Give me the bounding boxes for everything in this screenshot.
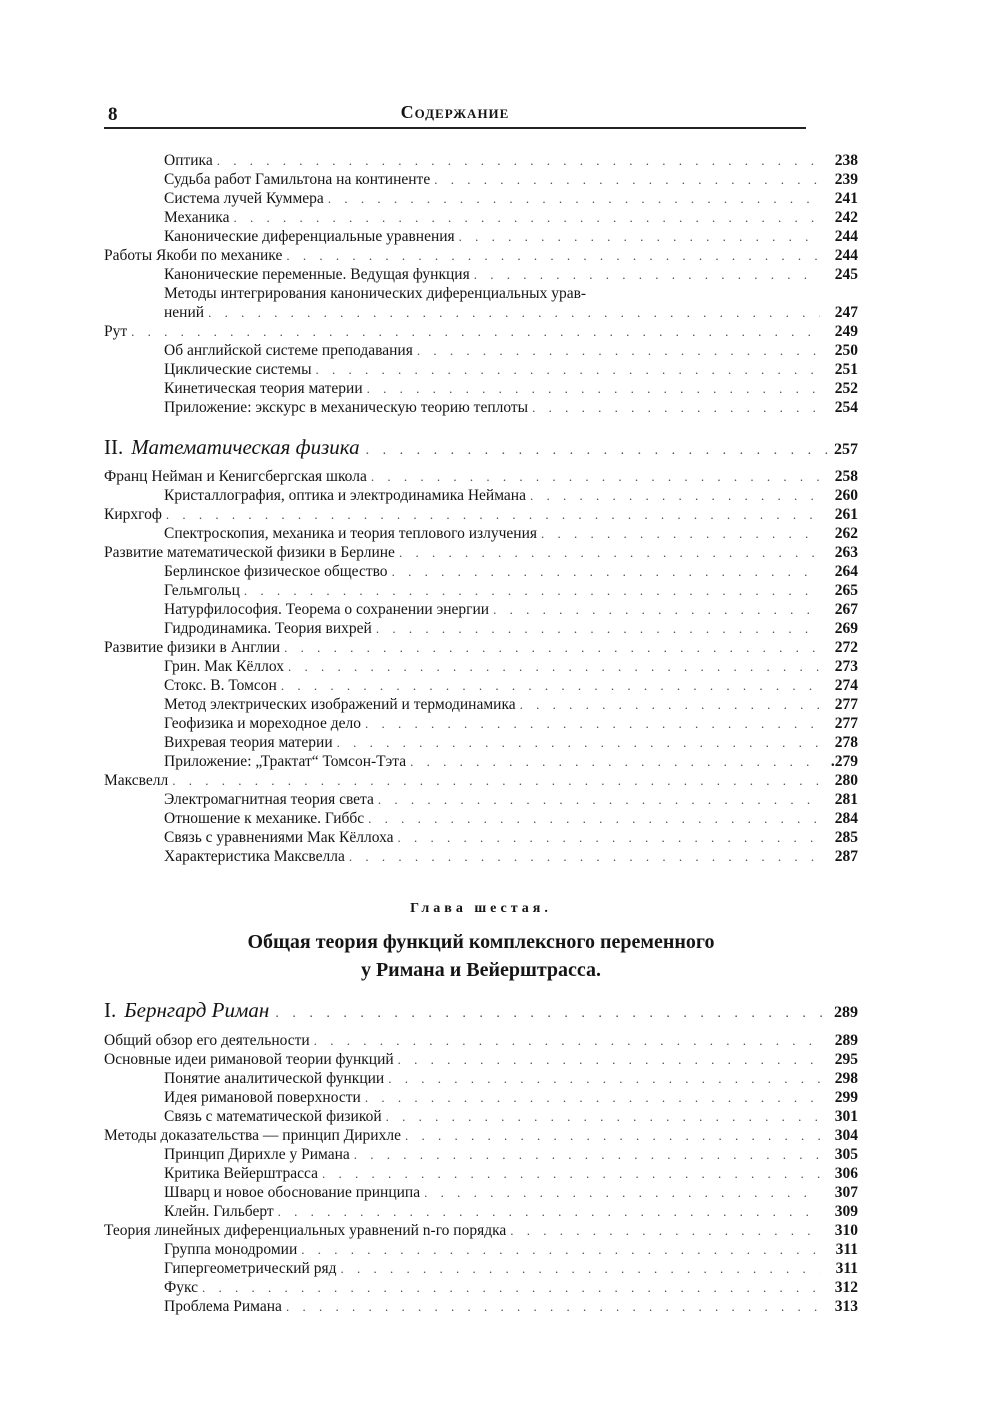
toc-entry-title: Группа монодромии <box>164 1241 298 1258</box>
toc-entry-title: Гидродинамика. Теория вихрей <box>164 620 372 637</box>
dot-leader <box>541 524 820 543</box>
dot-leader <box>286 246 820 265</box>
part-heading-ii[interactable] <box>104 434 858 460</box>
toc-entry[interactable] <box>104 1126 858 1145</box>
toc-entry-page: 238 <box>834 152 858 169</box>
toc-entry-title: Система лучей Куммера <box>164 190 324 207</box>
toc-entry-title: Геофизика и мореходное дело <box>164 715 361 732</box>
toc-entry[interactable] <box>104 284 858 303</box>
part-page: 257 <box>834 441 858 458</box>
toc-entry[interactable] <box>104 562 858 581</box>
toc-entry[interactable] <box>104 398 858 417</box>
toc-entry-title: Грин. Мак Кёллох <box>164 658 284 675</box>
dot-leader <box>530 486 820 505</box>
toc-entry[interactable] <box>104 246 858 265</box>
toc-entry-page: 278 <box>834 734 858 751</box>
toc-entry[interactable] <box>104 1240 858 1259</box>
toc-entry[interactable] <box>104 1031 858 1050</box>
part-title: Бернгард Риман <box>124 998 270 1022</box>
dot-leader <box>172 771 820 790</box>
dot-leader <box>354 1145 820 1164</box>
toc-entry-title: Фукс <box>164 1279 199 1296</box>
toc-entry[interactable] <box>104 303 858 322</box>
toc-entry-page: 285 <box>834 829 858 846</box>
toc-entry[interactable] <box>104 828 858 847</box>
toc-entry-title: Канонические диференциальные уравнения <box>164 228 455 245</box>
toc-entry-title: Критика Вейерштрасса <box>164 1165 319 1182</box>
toc-entry[interactable] <box>104 265 858 284</box>
toc-entry-title: Работы Якоби по механике <box>104 247 283 264</box>
dot-leader <box>275 1001 828 1027</box>
dot-leader <box>532 398 820 417</box>
toc-entry-title: Идея римановой поверхности <box>164 1089 361 1106</box>
toc-entry-page: 245 <box>834 266 858 283</box>
toc-entry-title: Связь с уравнениями Мак Кёллоха <box>164 829 394 846</box>
toc-entry-page: 281 <box>834 791 858 808</box>
toc-entry-page: 307 <box>834 1184 858 1201</box>
toc-entry[interactable] <box>104 467 858 486</box>
toc-entry-title: Кристаллография, оптика и электродинамика Неймана <box>164 487 526 504</box>
toc-entry-page: 311 <box>835 1260 858 1277</box>
dot-leader <box>208 303 820 322</box>
toc-entry-title: Циклические системы <box>164 361 312 378</box>
toc-entry-title: Механика <box>164 209 230 226</box>
toc-entry[interactable] <box>104 486 858 505</box>
toc-entry-title: Клейн. Гильберт <box>164 1203 274 1220</box>
toc-entry-page: 251 <box>834 361 858 378</box>
dot-leader <box>202 1278 820 1297</box>
dot-leader <box>520 695 820 714</box>
toc-entry-page: 264 <box>834 563 858 580</box>
toc-entry[interactable] <box>104 638 858 657</box>
toc-entry[interactable] <box>104 581 858 600</box>
toc-entry-page: 312 <box>834 1279 858 1296</box>
toc-entry-page: 304 <box>834 1127 858 1144</box>
toc-entry-title: Приложение: „Трактат“ Томсон-Тэта <box>164 753 407 770</box>
toc-entry-page: 252 <box>834 380 858 397</box>
toc-entry-title: Стокс. В. Томсон <box>164 677 277 694</box>
dot-leader <box>288 657 820 676</box>
toc-entry[interactable] <box>104 752 858 771</box>
toc-entry-title: Развитие физики в Англии <box>104 639 281 656</box>
dot-leader <box>510 1221 820 1240</box>
part-number: I. <box>104 998 117 1022</box>
page-number: 8 <box>108 104 118 125</box>
toc-entry-page: 305 <box>834 1146 858 1163</box>
part-heading-i[interactable] <box>104 997 858 1023</box>
toc-entry[interactable] <box>104 847 858 866</box>
dot-leader <box>434 170 820 189</box>
toc-entry-title: Кирхгоф <box>104 506 162 523</box>
toc-entry-page: 267 <box>834 601 858 618</box>
dot-leader <box>398 1050 820 1069</box>
toc-entry-page: 274 <box>834 677 858 694</box>
toc-block-b <box>104 467 858 866</box>
dot-leader <box>392 562 820 581</box>
toc-entry-title: Максвелл <box>104 772 169 789</box>
dot-leader <box>386 1107 820 1126</box>
dot-leader <box>131 322 820 341</box>
dot-leader <box>166 505 820 524</box>
toc-entry[interactable] <box>104 1297 858 1316</box>
toc-entry-title: Вихревая теория материи <box>164 734 333 751</box>
toc-entry-page: 242 <box>834 209 858 226</box>
dot-leader <box>424 1183 820 1202</box>
toc-entry[interactable] <box>104 771 858 790</box>
dot-leader <box>376 619 820 638</box>
toc-entry-page: 263 <box>834 544 858 561</box>
toc-entry[interactable] <box>104 809 858 828</box>
toc-entry-title: Франц Нейман и Кенигсбергская школа <box>104 468 367 485</box>
toc-entry-title: Понятие аналитической функции <box>164 1070 385 1087</box>
toc-entry[interactable] <box>104 1221 858 1240</box>
dot-leader <box>284 638 820 657</box>
part-page: 289 <box>834 1004 858 1021</box>
toc-entry-title: Шварц и новое обоснование принципа <box>164 1184 421 1201</box>
toc-block-a <box>104 151 858 417</box>
toc-entry-page: 272 <box>834 639 858 656</box>
toc-entry-page: 301 <box>834 1108 858 1125</box>
dot-leader <box>328 189 820 208</box>
toc-entry-title: Рут <box>104 323 128 340</box>
toc-entry-title: Приложение: экскурс в механическую теорию теплоты <box>164 399 529 416</box>
toc-entry[interactable] <box>104 322 858 341</box>
toc-entry-page: 247 <box>834 304 858 321</box>
dot-leader <box>366 438 828 464</box>
chapter-title-line-2: у Римана и Вейерштрасса. <box>360 959 602 981</box>
toc-entry-title: Метод электрических изображений и термодинамика <box>164 696 516 713</box>
toc-entry[interactable] <box>104 619 858 638</box>
toc-entry-page: 258 <box>834 468 858 485</box>
toc-entry-title: Методы доказательства — принцип Дирихле <box>104 1127 401 1144</box>
toc-entry-page: 265 <box>834 582 858 599</box>
toc-entry-page: 277 <box>834 715 858 732</box>
toc-entry[interactable] <box>104 170 858 189</box>
toc-entry-page: 309 <box>834 1203 858 1220</box>
toc-entry[interactable] <box>104 360 858 379</box>
toc-entry-page: 250 <box>834 342 858 359</box>
toc-entry-page: 260 <box>834 487 858 504</box>
toc-entry-page: 241 <box>834 190 858 207</box>
toc-entry-page: 262 <box>834 525 858 542</box>
dot-leader <box>417 341 820 360</box>
dot-leader <box>233 208 820 227</box>
toc-entry-page: 298 <box>834 1070 858 1087</box>
toc-entry-title: Общий обзор его деятельности <box>104 1032 310 1049</box>
toc-entry-page: 306 <box>834 1165 858 1182</box>
toc-entry-title: Электромагнитная теория света <box>164 791 374 808</box>
toc-entry[interactable] <box>104 1278 858 1297</box>
toc-entry-page: 313 <box>834 1298 858 1315</box>
toc-entry-page: 299 <box>834 1089 858 1106</box>
dot-leader <box>405 1126 820 1145</box>
toc-entry-title: Гельмгольц <box>164 582 240 599</box>
toc-entry[interactable] <box>104 379 858 398</box>
dot-leader <box>316 360 821 379</box>
toc-entry[interactable] <box>104 341 858 360</box>
toc-entry[interactable] <box>104 189 858 208</box>
dot-leader <box>244 581 820 600</box>
dot-leader <box>286 1297 820 1316</box>
toc-entry-page: 261 <box>834 506 858 523</box>
part-number: II. <box>104 435 124 459</box>
toc-entry-page: 277 <box>834 696 858 713</box>
toc-entry[interactable] <box>104 1164 858 1183</box>
toc-entry-title: Канонические переменные. Ведущая функция <box>164 266 470 283</box>
running-title: Содержание <box>400 102 510 122</box>
dot-leader <box>367 379 820 398</box>
dot-leader <box>365 1088 820 1107</box>
toc-entry[interactable] <box>104 600 858 619</box>
toc-entry-page: 280 <box>834 772 858 789</box>
toc-entry[interactable] <box>104 1202 858 1221</box>
dot-leader <box>301 1240 820 1259</box>
toc-entry-page: 254 <box>834 399 858 416</box>
toc-entry-title: Натурфилософия. Теорема о сохранении энергии <box>164 601 490 618</box>
toc-entry-title: Теория линейных диференциальных уравнений n-го порядка <box>104 1222 507 1239</box>
toc-entry-title: Кинетическая теория материи <box>164 380 363 397</box>
dot-leader <box>314 1031 820 1050</box>
dot-leader <box>388 1069 820 1088</box>
toc-entry-page: 239 <box>834 171 858 188</box>
dot-leader <box>281 676 820 695</box>
dot-leader <box>399 543 820 562</box>
dot-leader <box>337 733 820 752</box>
toc-entry[interactable] <box>104 733 858 752</box>
dot-leader <box>459 227 820 246</box>
toc-entry-page: 310 <box>834 1222 858 1239</box>
dot-leader <box>493 600 820 619</box>
toc-entry-title: Основные идеи римановой теории функций <box>104 1051 394 1068</box>
toc-entry[interactable] <box>104 208 858 227</box>
toc-entry-title: Отношение к механике. Гиббс <box>164 810 365 827</box>
dot-leader <box>340 1259 820 1278</box>
toc-entry-page: 284 <box>834 810 858 827</box>
chapter-label: Глава шестая. <box>410 901 552 916</box>
dot-leader <box>365 714 820 733</box>
dot-leader <box>278 1202 820 1221</box>
toc-entry-title: Спектроскопия, механика и теория теплового излучения <box>164 525 537 542</box>
page-header <box>104 100 806 126</box>
toc-entry[interactable] <box>104 657 858 676</box>
toc-entry-title: Характеристика Максвелла <box>164 848 345 865</box>
toc-entry[interactable] <box>104 714 858 733</box>
toc-entry[interactable] <box>104 1050 858 1069</box>
toc-entry[interactable] <box>104 227 858 246</box>
toc-entry-page: 295 <box>834 1051 858 1068</box>
toc-entry-page: 244 <box>834 228 858 245</box>
chapter-title-line-1: Общая теория функций комплексного переменного <box>247 931 715 953</box>
dot-leader <box>371 467 820 486</box>
toc-entry[interactable] <box>104 695 858 714</box>
dot-leader <box>398 828 820 847</box>
toc-entry-title: Связь с математической физикой <box>164 1108 382 1125</box>
toc-entry[interactable] <box>104 1183 858 1202</box>
chapter-title <box>104 928 858 984</box>
toc-entry-title: Проблема Римана <box>164 1298 282 1315</box>
toc-entry[interactable] <box>104 151 858 170</box>
toc-entry-page: 244 <box>834 247 858 264</box>
dot-leader <box>410 752 820 771</box>
toc-entry[interactable] <box>104 676 858 695</box>
toc-part-ii <box>104 434 858 460</box>
toc-entry-title: Принцип Дирихле у Римана <box>164 1146 350 1163</box>
toc-entry-page: 269 <box>834 620 858 637</box>
toc-part-i <box>104 997 858 1023</box>
toc-entry-title: Методы интегрирования канонических диференциальных урав- <box>164 285 587 302</box>
toc-entry-page: 249 <box>834 323 858 340</box>
dot-leader <box>217 151 820 170</box>
toc-entry-page: 289 <box>834 1032 858 1049</box>
toc-block-c <box>104 1031 858 1316</box>
toc-entry-title: Судьба работ Гамильтона на континенте <box>164 171 431 188</box>
dot-leader <box>349 847 820 866</box>
toc-entry[interactable] <box>104 543 858 562</box>
toc-entry[interactable] <box>104 1088 858 1107</box>
toc-entry[interactable] <box>104 1145 858 1164</box>
dot-leader <box>378 790 820 809</box>
toc-entry-title: Берлинское физическое общество <box>164 563 388 580</box>
toc-entry-page: 287 <box>834 848 858 865</box>
toc-entry-title: Развитие математической физики в Берлине <box>104 544 395 561</box>
part-title: Математическая физика <box>131 435 360 459</box>
toc-entry-title: Оптика <box>164 152 213 169</box>
toc-entry[interactable] <box>104 1259 858 1278</box>
toc-entry-page: .279 <box>830 753 858 770</box>
toc-entry-page: 311 <box>835 1241 858 1258</box>
toc-entry[interactable] <box>104 505 858 524</box>
toc-entry-title: Гипергеометрический ряд <box>164 1260 337 1277</box>
toc-entry[interactable] <box>104 1107 858 1126</box>
dot-leader <box>474 265 820 284</box>
dot-leader <box>322 1164 820 1183</box>
toc-entry[interactable] <box>104 1069 858 1088</box>
header-rule <box>104 127 806 129</box>
toc-entry[interactable] <box>104 524 858 543</box>
toc-entry-title: Об английской системе преподавания <box>164 342 413 359</box>
toc-entry-page: 273 <box>834 658 858 675</box>
toc-entry-title: нений <box>164 304 205 321</box>
dot-leader <box>368 809 820 828</box>
toc-entry[interactable] <box>104 790 858 809</box>
